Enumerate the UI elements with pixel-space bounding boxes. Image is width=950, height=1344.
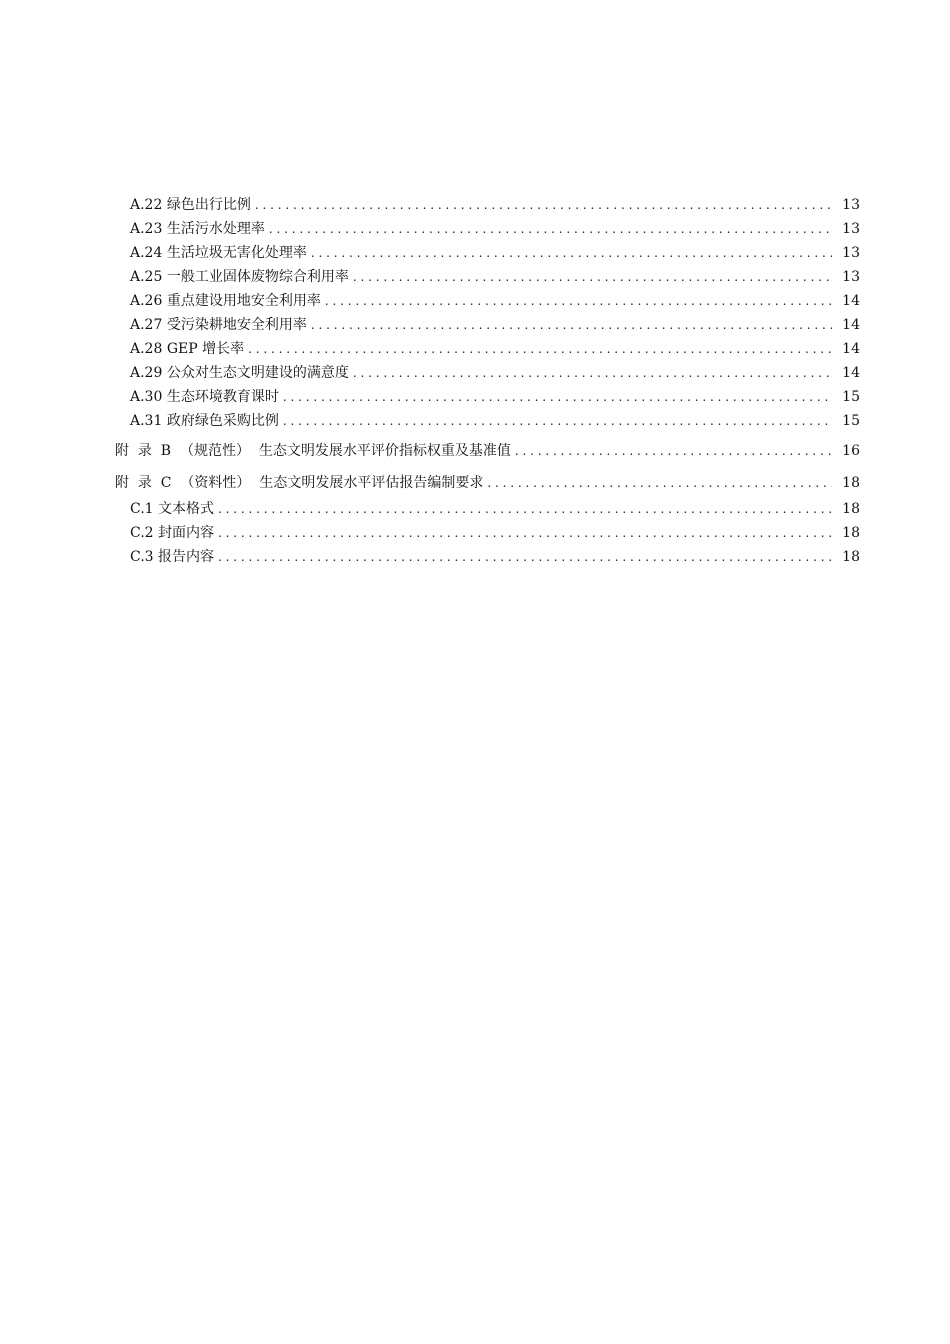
toc-entry-label: A.30 生态环境教育课时 bbox=[130, 389, 279, 405]
dot-leader bbox=[487, 472, 832, 494]
toc-page-number: 16 bbox=[842, 443, 860, 459]
dot-leader bbox=[218, 546, 832, 568]
dot-leader bbox=[311, 314, 832, 336]
toc-page-number: 18 bbox=[842, 475, 860, 491]
toc-entry-a22[interactable] bbox=[130, 194, 860, 216]
dot-leader bbox=[515, 440, 832, 462]
dot-leader bbox=[218, 522, 832, 544]
toc-entry-label: C.2 封面内容 bbox=[130, 525, 215, 541]
toc-page-number: 14 bbox=[842, 293, 860, 309]
toc-page-number: 18 bbox=[842, 501, 860, 517]
toc-entry-label: A.26 重点建设用地安全利用率 bbox=[130, 293, 321, 309]
toc-appendix-b[interactable] bbox=[115, 440, 860, 462]
dot-leader bbox=[353, 266, 832, 288]
toc-entry-c2[interactable] bbox=[130, 522, 860, 544]
toc-page-number: 13 bbox=[842, 221, 860, 237]
dot-leader bbox=[218, 498, 832, 520]
toc-entry-a26[interactable] bbox=[130, 290, 860, 312]
dot-leader bbox=[311, 242, 832, 264]
toc-page-number: 18 bbox=[842, 525, 860, 541]
toc-appendix-c[interactable] bbox=[115, 472, 860, 494]
toc-page-number: 15 bbox=[842, 389, 860, 405]
toc-page-number: 14 bbox=[842, 317, 860, 333]
toc-entry-label: A.27 受污染耕地安全利用率 bbox=[130, 317, 307, 333]
toc-page-number: 13 bbox=[842, 245, 860, 261]
toc-entry-c1[interactable] bbox=[130, 498, 860, 520]
toc-entry-a25[interactable] bbox=[130, 266, 860, 288]
toc-page-number: 15 bbox=[842, 413, 860, 429]
toc-entry-label: A.29 公众对生态文明建设的满意度 bbox=[130, 365, 349, 381]
toc-entry-label: C.3 报告内容 bbox=[130, 549, 215, 565]
dot-leader bbox=[248, 338, 832, 360]
toc-entry-a29[interactable] bbox=[130, 362, 860, 384]
dot-leader bbox=[269, 218, 832, 240]
dot-leader bbox=[255, 194, 832, 216]
toc-entry-label: A.24 生活垃圾无害化处理率 bbox=[130, 245, 307, 261]
toc-entry-label: A.31 政府绿色采购比例 bbox=[130, 413, 279, 429]
toc-entry-label: A.23 生活污水处理率 bbox=[130, 221, 265, 237]
toc-page-number: 14 bbox=[842, 365, 860, 381]
toc-entry-c3[interactable] bbox=[130, 546, 860, 568]
toc-entry-a28[interactable] bbox=[130, 338, 860, 360]
toc-page-number: 14 bbox=[842, 341, 860, 357]
toc-page-number: 13 bbox=[842, 197, 860, 213]
dot-leader bbox=[325, 290, 832, 312]
toc-entry-a24[interactable] bbox=[130, 242, 860, 264]
toc-page-number: 13 bbox=[842, 269, 860, 285]
toc-entry-label: A.28 GEP 增长率 bbox=[130, 341, 245, 357]
toc-page-number: 18 bbox=[842, 549, 860, 565]
dot-leader bbox=[353, 362, 832, 384]
toc-entry-label: A.25 一般工业固体废物综合利用率 bbox=[130, 269, 349, 285]
toc-entry-a27[interactable] bbox=[130, 314, 860, 336]
toc-entry-a31[interactable] bbox=[130, 410, 860, 432]
dot-leader bbox=[283, 410, 832, 432]
toc-entry-label: C.1 文本格式 bbox=[130, 501, 215, 517]
toc-entry-a30[interactable] bbox=[130, 386, 860, 408]
toc-entry-label: 附 录 C （资料性） 生态文明发展水平评估报告编制要求 bbox=[115, 475, 484, 491]
toc-entry-a23[interactable] bbox=[130, 218, 860, 240]
dot-leader bbox=[283, 386, 832, 408]
toc-entry-label: A.22 绿色出行比例 bbox=[130, 197, 251, 213]
toc-entry-label: 附 录 B （规范性） 生态文明发展水平评价指标权重及基准值 bbox=[115, 443, 511, 459]
